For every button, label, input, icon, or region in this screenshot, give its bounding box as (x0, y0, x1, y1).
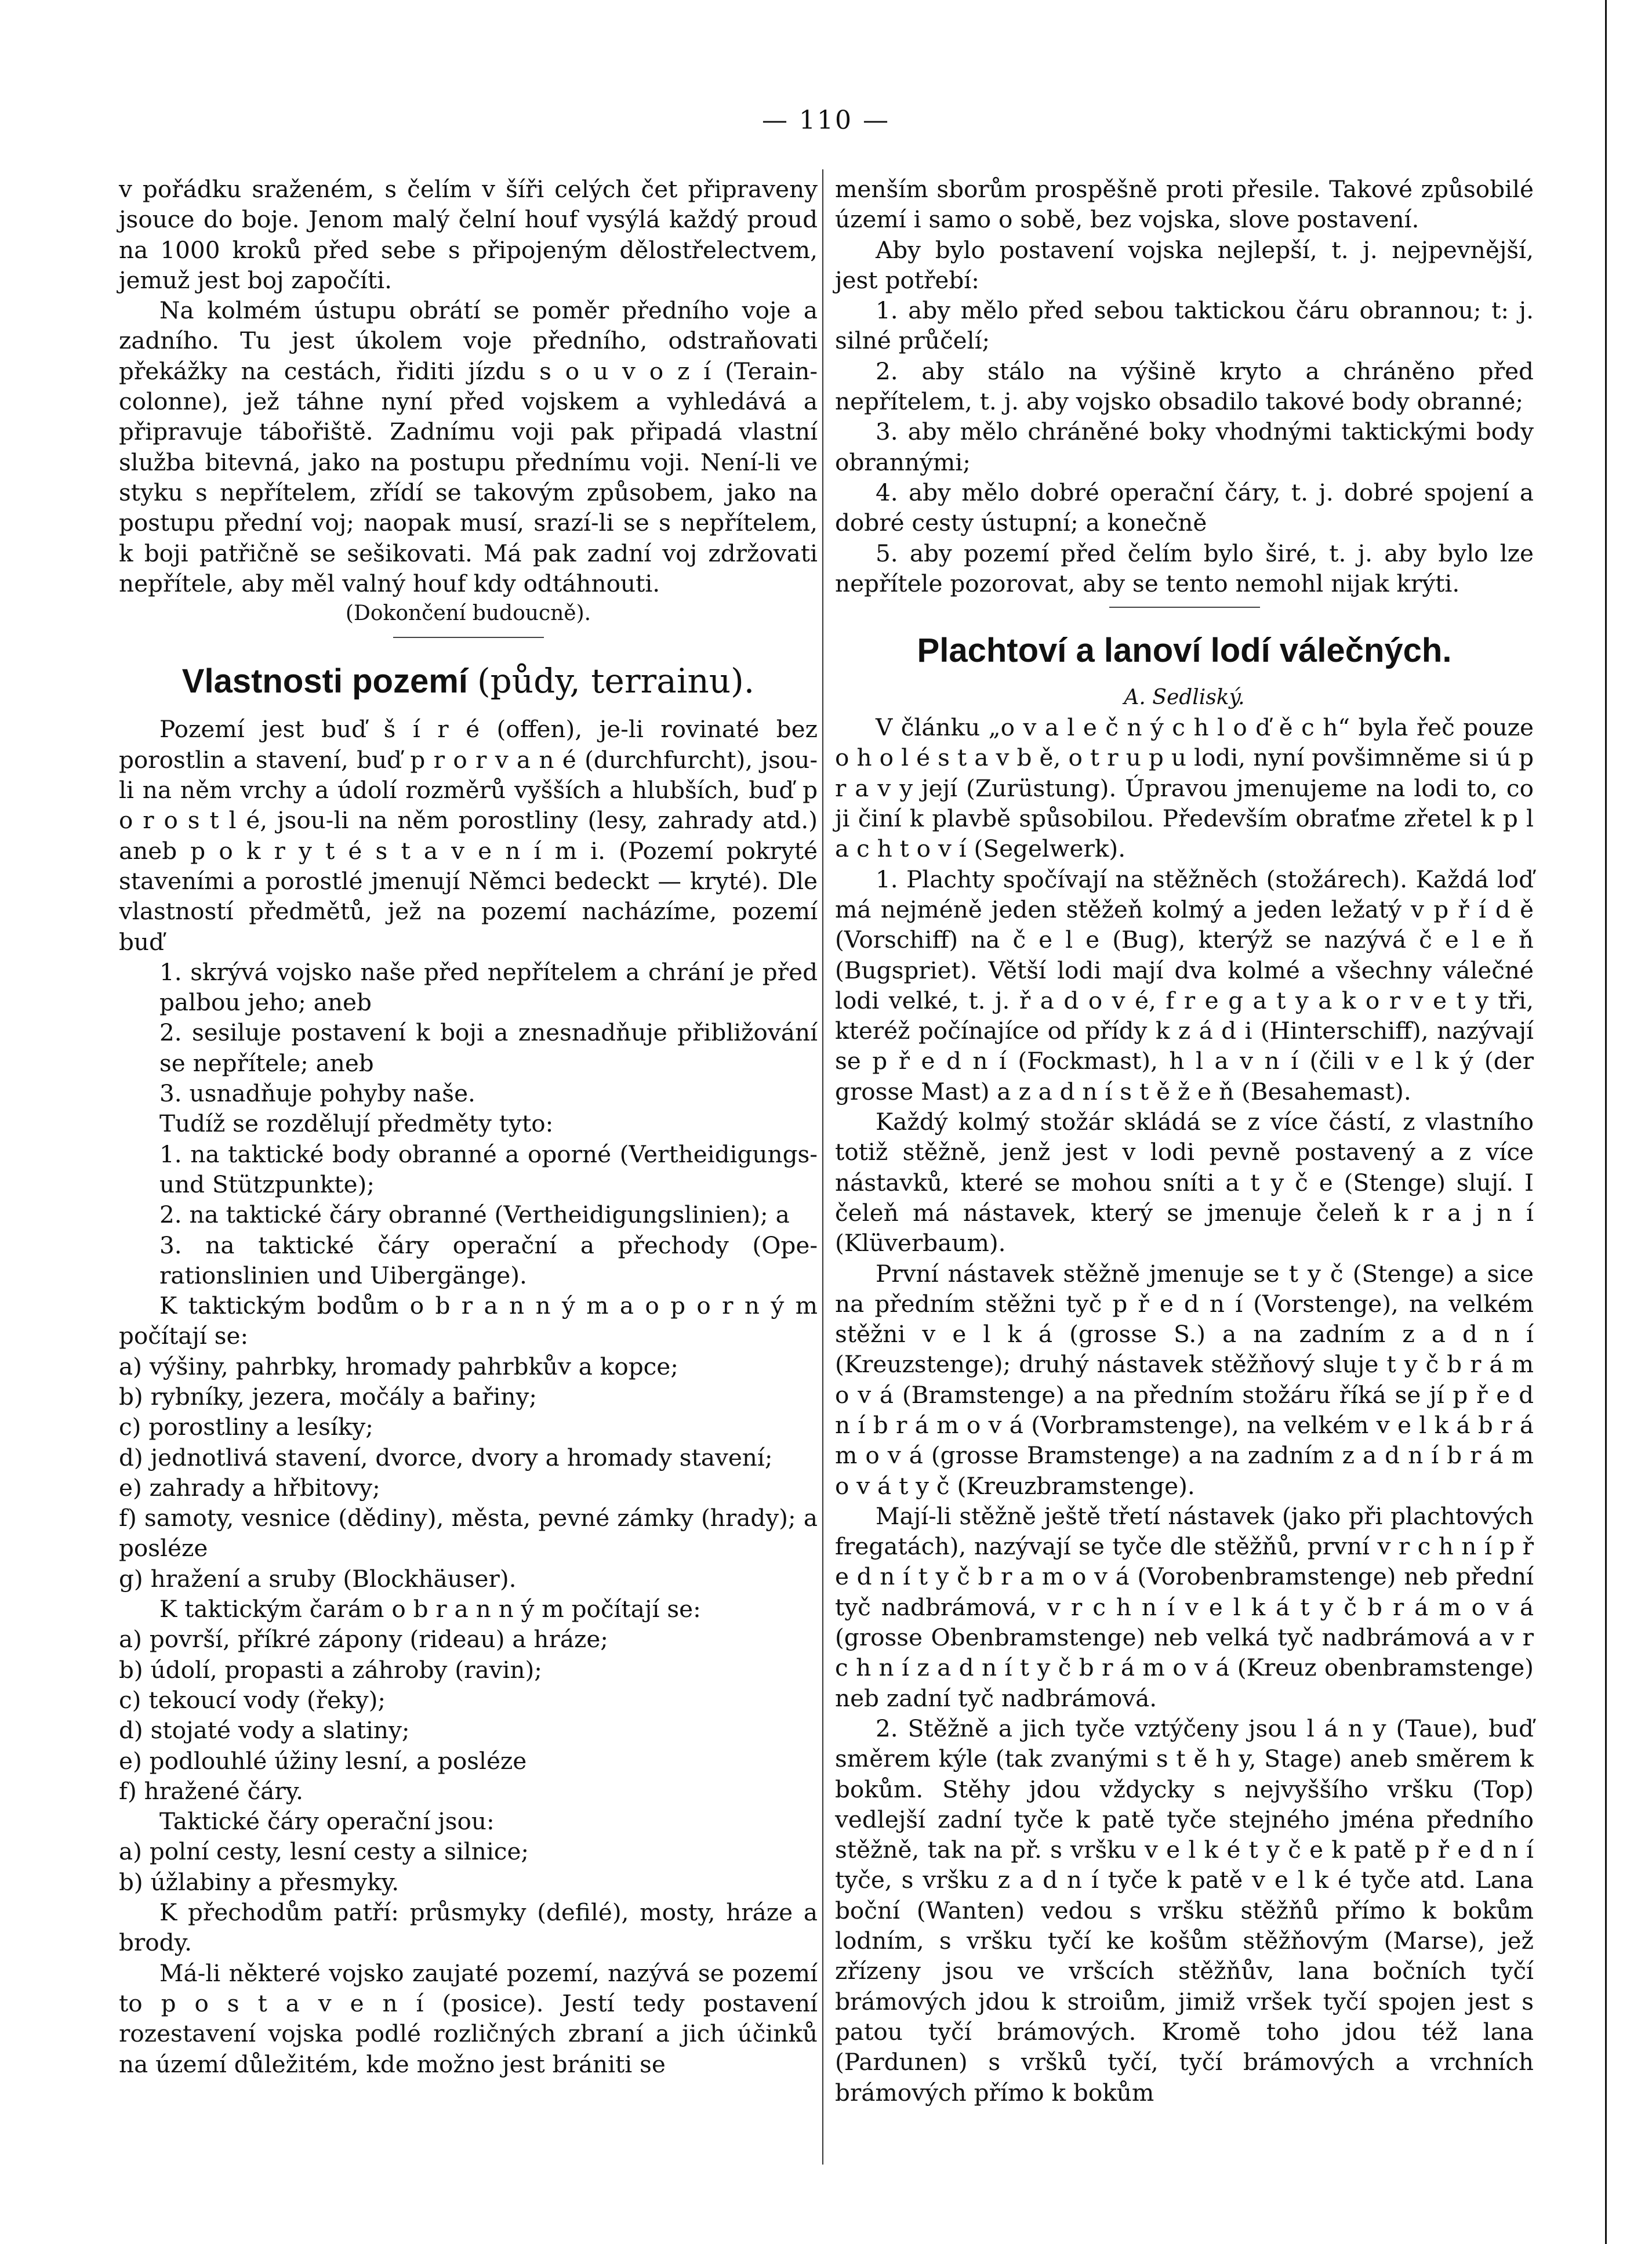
scan-edge-line (1605, 0, 1607, 2244)
list-item: 3. usnadňuje pohyby naše. (159, 1079, 475, 1108)
list-item: b) rybníky, jezera, močály a bařiny; (119, 1382, 538, 1411)
section-rule (393, 637, 544, 638)
paragraph: Tudíž se rozdělují předměty tyto: (159, 1110, 554, 1138)
article-title-main: Vlastnosti pozemí (181, 662, 468, 701)
list-item: d) jednotlivá stavení, dvorce, dvory a hromady stavení; (119, 1443, 773, 1471)
list-item: a) výšiny, pahrbky, hromady pahrbkův a kopce; (119, 1352, 678, 1380)
list-item: 3. aby mělo chráněné boky vhodnými taktickými body obrannými; (835, 418, 1534, 476)
paragraph: 1. Plachty spočívají na stěžněch (stožárech). Každá loď má nejméně jeden stěžeň kolmý a jeden ležatý v p ř í d ě (Vorschiff) na č e l e (Bug), kterýž se nazývá č e l e ň (Bugspriet). Větší lodi mají dva kolmé a všechny válečné lodi velké, t. j. ř a d o v é, f r e g a t y a k o r v e t y tři, kteréž počínajíce od přídy k z á d i (Hinterschiff), nazývají se p ř e d n í (Fockmast), h l a v n í (čili v e l k ý (der grosse Mast) a z a d n í s t ě ž e ň (Besahemast). (835, 865, 1534, 1105)
paragraph: 2. Stěžně a jich tyče vztýčeny jsou l á n y (Taue), buď směrem kýle (tak zvanými s t ě h y, Stage) aneb směrem k bokům. Stěhy jdou vždycky s nejvyššího vršku (Top) vedlejší zadní tyče k patě tyče stejného jména předního stěžně, tak na př. s vršku v e l k é t y č e k patě p ř e d n í tyče, s vršku z a d n í tyče k patě v e l k é tyče atd. Lana boční (Wanten) vedou s vršku stěžňů přímo k bokům lodním, s vršku tyčí ke košům stěžňovým (Marse), jež zřízeny jsou ve vršcích stěžňův, lana bočních tyčí brámových jdou k stroiům, jimiž vršek tyčí spojen jest s patou tyčí brámových. Kromě toho jdou též lana (Pardunen) s vršků tyčí, tyčí brámových a vrchních brámových přímo k bokům (835, 1714, 1534, 2107)
list-item: 1. na taktické body obranné a oporné (Vertheidigungs- und Stützpunkte); (159, 1140, 818, 1198)
list-item: g) hražení a sruby (Blockhäuser). (119, 1564, 517, 1593)
article-title: Plachtoví a lanoví lodí válečných. (917, 632, 1452, 670)
list-item: 2. aby stálo na výšině kryto a chráněno před nepřítelem, t. j. aby vojsko obsadilo takové body obranné; (835, 357, 1534, 416)
column-divider (822, 169, 823, 2165)
paragraph: Aby bylo postavení vojska nejlepší, t. j. nejpevnější, jest potřebí: (835, 235, 1534, 294)
list-item: b) úžlabiny a přesmyky. (119, 1868, 400, 1896)
paragraph: V článku „o v a l e č n ý c h l o ď ě c h“ byla řeč pouze o h o l é s t a v b ě, o t r u p u lodi, nyní povšimněme si ú p r a v y její (Zurüstung). Úpravou jmenujeme na lodi to, co ji činí k plavbě spůsobilou. Především obraťme zřetel k p l a c h t o v í (Segelwerk). (835, 713, 1534, 863)
page-number: — 110 — (762, 106, 890, 135)
paragraph: Má-li některé vojsko zaujaté pozemí, nazývá se pozemí to p o s t a v e n í (posice). Jestí tedy postavení rozestavení vojska podlé rozličných zbraní a jich účinků na území důležitém, kde možno jest brániti se (119, 1959, 818, 2078)
paragraph: K taktickým čarám o b r a n n ý m počítají se: (159, 1595, 701, 1623)
paragraph: Mají-li stěžně ještě třetí nástavek (jako při plachtových fregatách), nazývají se tyče dle stěžňů, první v r c h n í p ř e d n í t y č b r a m o v á (Vorobenbramstenge) neb přední tyč nadbrámová, v r c h n í v e l k á t y č b r á m o v á (grosse Obenbramstenge) neb velká tyč nadbrámová a v r c h n í z a d n í t y č b r á m o v á (Kreuz obenbramstenge) neb zadní tyč nadbrámová. (835, 1502, 1534, 1712)
list-item: f) hražené čáry. (119, 1777, 304, 1805)
paragraph: K taktickým bodům o b r a n n ý m a o p o r n ý m počítají se: (119, 1292, 818, 1350)
continued-paragraph: Na kolmém ústupu obrátí se poměr předního voje a zadního. Tu jest úkolem voje předního, odstraňovati překážky na cestách, řiditi jízdu s o u v o z í (Teraincolonne), jež táhne nyní před vojskem a vyhledává a připravuje tábořiště. Zadnímu voji pak připadá vlastní služba bitevná, jako na postupu přednímu voji. Není-li ve styku s nepřítelem, zřídí se takovým způsobem, jako na postupu přední voj; naopak musí, srazí-li se s nepřítelem, k boji patřičně se sešikovati. Má pak zadní voj zdržovati nepřítele, aby měl valný houf kdy odtáhnouti. (119, 296, 818, 597)
section-rule (1109, 607, 1260, 608)
article-title (119, 658, 818, 705)
list-item: e) podlouhlé úžiny lesní, a posléze (119, 1746, 527, 1775)
list-item: a) površí, příkré zápony (rideau) a hráze; (119, 1625, 608, 1654)
list-item: 1. aby mělo před sebou taktickou čáru obrannou; t: j. silné průčelí; (835, 296, 1534, 355)
list-item: 2. na taktické čáry obranné (Vertheidigungslinien); a (159, 1201, 790, 1229)
paragraph: Taktické čáry operační jsou: (159, 1807, 495, 1836)
list-item: 2. sesiluje postavení k boji a znesnadňuje přibližování se nepřítele; aneb (159, 1018, 818, 1077)
list-item: f) samoty, vesnice (dědiny), města, pevné zámky (hrady); a posléze (119, 1504, 818, 1563)
paragraph: K přechodům patří: průsmyky (defilé), mosty, hráze a brody. (119, 1898, 818, 1957)
continued-paragraph: v pořádku sraženém, s čelím v šíři celých čet připraveny jsouce do boje. Jenom malý čelní houf vysýlá každý proud na 1000 kroků před sebe s připojeným dělostřelectvem, jemuž jest boj započíti. (119, 175, 818, 294)
list-item: a) polní cesty, lesní cesty a silnice; (119, 1837, 529, 1866)
list-item: b) údolí, propasti a záhroby (ravin); (119, 1655, 542, 1684)
paragraph: První nástavek stěžně jmenuje se t y č (Stenge) a sice na předním stěžni tyč p ř e d n í (Vorstenge), na velkém stěžni v e l k á (grosse S.) a na zadním z a d n í (Kreuzstenge); druhý nástavek stěžňový sluje t y č b r á m o v á (Bramstenge) a na předním stožáru říká se jí p ř e d n í b r á m o v á (Vorbramstenge), na velkém v e l k á b r á m o v á (grosse Bramstenge) a na zadním z a d n í b r á m o v á t y č (Kreuzbramstenge). (835, 1259, 1534, 1500)
right-column (835, 174, 1534, 2108)
paragraph: Pozemí jest buď š í r é (offen), je-li rovinaté bez porostlin a stavení, buď p r o r v a n é (durchfurcht), jsou-li na něm vrchy a údolí rozměrů vyšších a hlubších, buď p o r o s t l é, jsou-li na něm porostliny (lesy, zahrady atd.) aneb p o k r y t é s t a v e n í m i. (Pozemí pokryté staveními a porostlé jmenují Němci bedeckt — kryté). Dle vlastností předmětů, jež na pozemí nacházíme, pozemí buď (119, 715, 818, 956)
left-column (119, 174, 818, 2079)
continuation-note: (Dokončení budoucně). (345, 601, 591, 626)
list-item: 3. na taktické čáry operační a přechody (Operationslinien und Uibergänge). (159, 1231, 818, 1289)
article-title-sub: (půdy, terrainu). (477, 661, 755, 701)
list-item: e) zahrady a hřbitovy; (119, 1473, 380, 1502)
list-item: c) tekoucí vody (řeky); (119, 1685, 386, 1714)
paragraph: Každý kolmý stožár skládá se z více částí, z vlastního totiž stěžně, jenž jest v lodi pevně postavený a z více nástavků, které se mohou sníti a t y č e (Stenge) slují. I čeleň má nástavek, který se jmenuje čeleň k r a j n í (Klüverbaum). (835, 1108, 1534, 1257)
list-item: 1. skrývá vojsko naše před nepřítelem a chrání je před palbou jeho; aneb (159, 958, 818, 1017)
list-item: 4. aby mělo dobré operační čáry, t. j. dobré spojení a dobré cesty ústupní; a konečně (835, 478, 1534, 537)
list-item: 5. aby pozemí před čelím bylo širé, t. j. aby bylo lze nepřítele pozorovat, aby se tento nemohl nijak krýti. (835, 539, 1534, 597)
article-author: A. Sedliský. (1124, 686, 1245, 710)
list-item: c) porostliny a lesíky; (119, 1413, 373, 1441)
paragraph: menším sborům prospěšně proti přesile. Takové způsobilé území i samo o sobě, bez vojska, slove postavení. (835, 175, 1534, 234)
list-item: d) stojaté vody a slatiny; (119, 1716, 410, 1745)
